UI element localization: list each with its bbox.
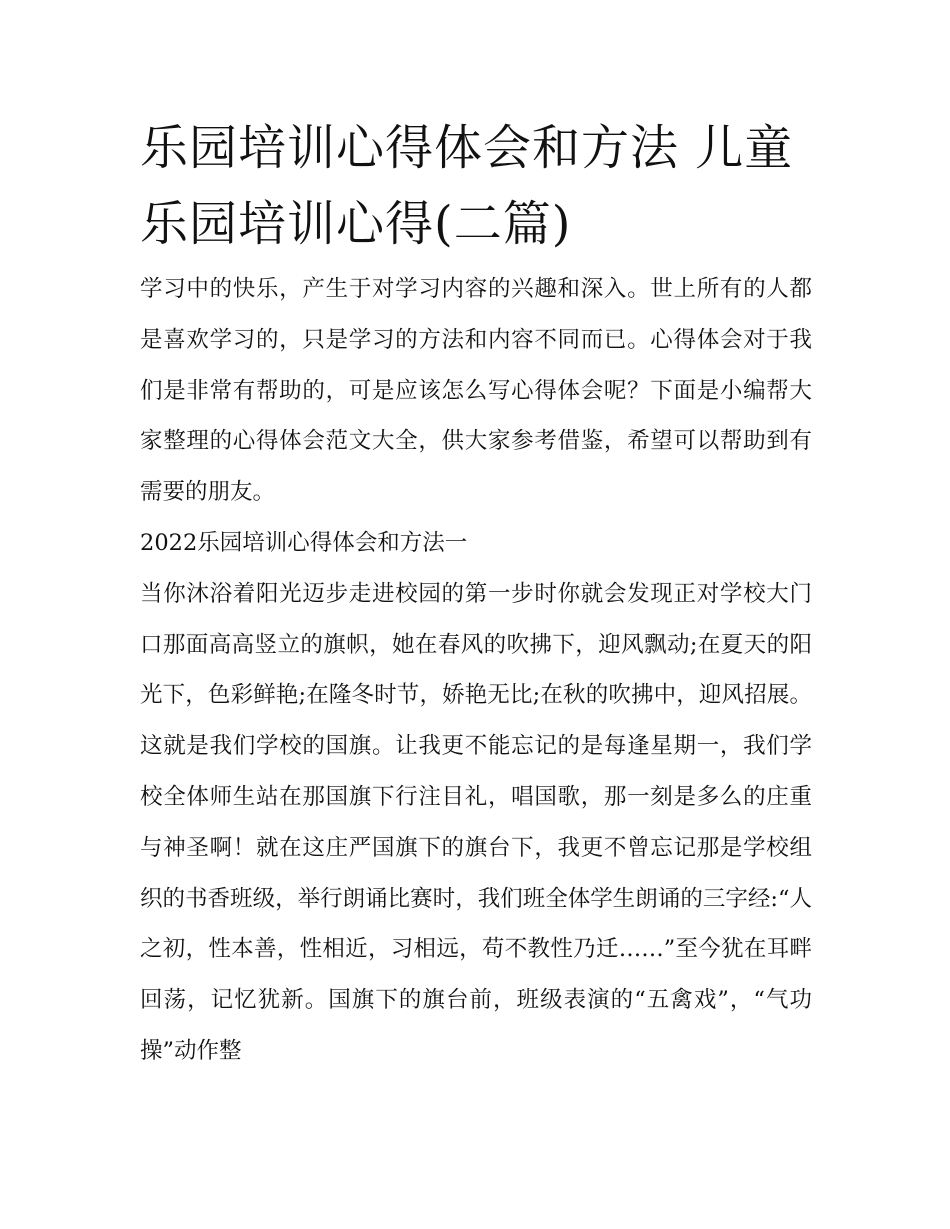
document-title: 乐园培训心得体会和方法 儿童乐园培训心得(二篇) — [140, 120, 794, 252]
section-heading: 2022乐园培训心得体会和方法一 — [140, 529, 468, 556]
intro-paragraph: 学习中的快乐，产生于对学习内容的兴趣和深入。世上所有的人都是喜欢学习的，只是学习的方法和内容不同而已。心得体会对于我们是非常有帮助的，可是应该怎么写心得体会呢？下面是小编帮大家整理的心得体会范文大全，供大家参考借鉴，希望可以帮助到有需要的朋友。 — [140, 276, 812, 506]
document-content — [140, 110, 812, 1077]
body-paragraph: 当你沐浴着阳光迈步走进校园的第一步时你就会发现正对学校大门口那面高高竖立的旗帜，她在春风的吹拂下，迎风飘动;在夏天的阳光下，色彩鲜艳;在隆冬时节，娇艳无比;在秋的吹拂中，迎风招展。这就是我们学校的国旗。让我更不能忘记的是每逢星期一，我们学校全体师生站在那国旗下行注目礼，唱国歌，那一刻是多么的庄重与神圣啊！就在这庄严国旗下的旗台下，我更不曾忘记那是学校组织的书香班级，举行朗诵比赛时，我们班全体学生朗诵的三字经:“人之初，性本善，性相近，习相远，苟不教性乃迁……”至今犹在耳畔回荡，记忆犹新。国旗下的旗台前，班级表演的“五禽戏”，“气功操”动作整 — [140, 580, 812, 1064]
